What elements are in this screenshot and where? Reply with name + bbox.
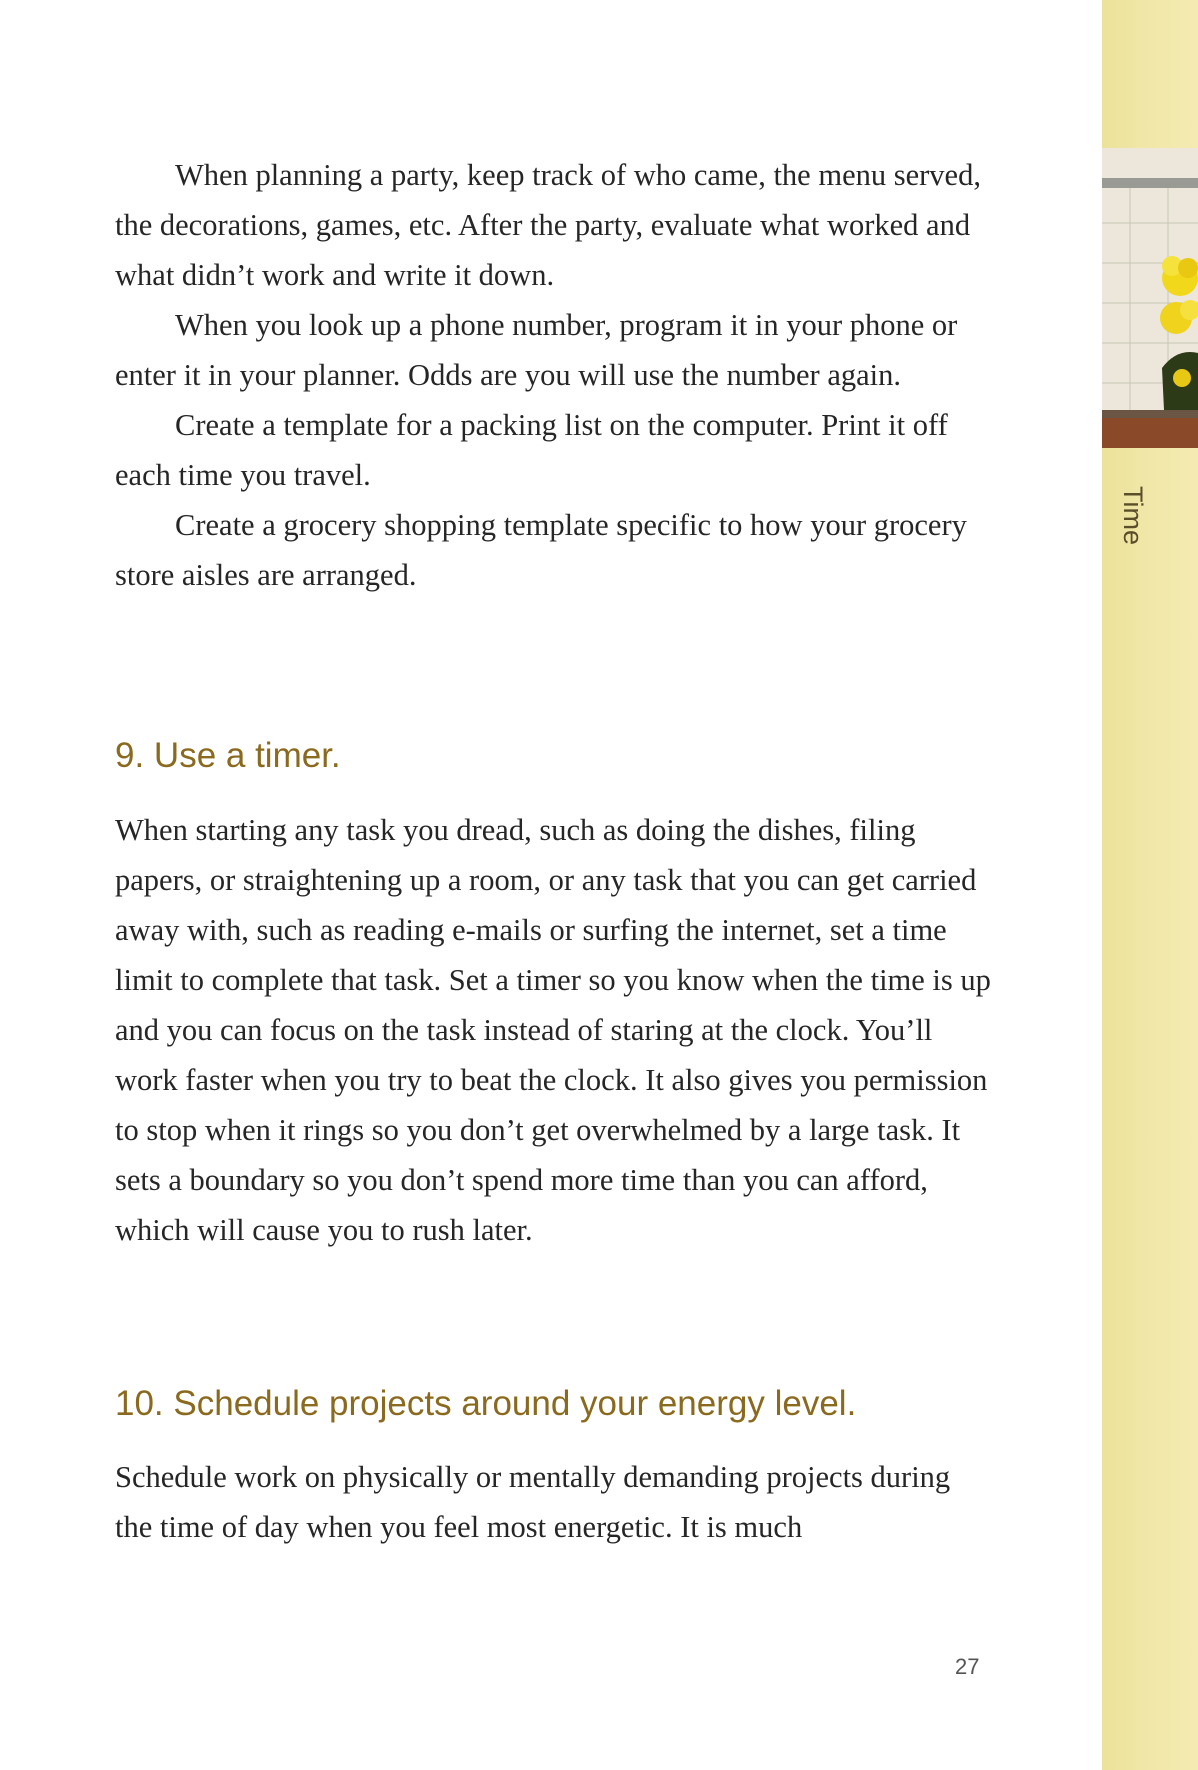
section-body-energy [115,1452,995,1552]
side-tab [1102,0,1198,1770]
paragraph-energy: Schedule work on physically or mentally demanding projects during the time of day when you feel most energetic. It is much [115,1460,951,1544]
paragraph-packing: Create a template for a packing list on the computer. Print it off each time you travel. [115,408,948,492]
paragraph-phone: When you look up a phone number, program it in your phone or enter it in your planner. Odds are you will use the number again. [115,308,958,392]
paragraph-grocery: Create a grocery shopping template specific to how your grocery store aisles are arranged. [115,508,967,592]
paragraph-timer: When starting any task you dread, such as doing the dishes, filing papers, or straightening up a room, or any task that you can get carried away with, such as reading e-mails or surfing the internet, set a time limit to complete that task. Set a timer so you know when the time is up and you can focus on the task instead of staring at the clock. You’ll work faster when you try to beat the clock. It also gives you permission to stop when it rings so you don’t get overwhelmed by a large task. It sets a boundary so you don’t spend more time than you can afford, which will cause you to rush later. [115,813,991,1247]
paragraph-party: When planning a party, keep track of who came, the menu served, the decorations, games, etc. After the party, evaluate what worked and what didn’t work and write it down. [115,158,981,292]
calendar-flower-photo [1102,148,1198,448]
section-heading-energy: 10. Schedule projects around your energy level. [115,1384,857,1423]
page-number: 27 [955,1654,980,1679]
section-body-timer [115,805,995,1255]
tab-label-time[interactable]: Time [1118,486,1148,545]
calendar-flower-image [1102,148,1198,448]
intro-text [115,150,995,600]
section-heading-timer: 9. Use a timer. [115,736,341,775]
